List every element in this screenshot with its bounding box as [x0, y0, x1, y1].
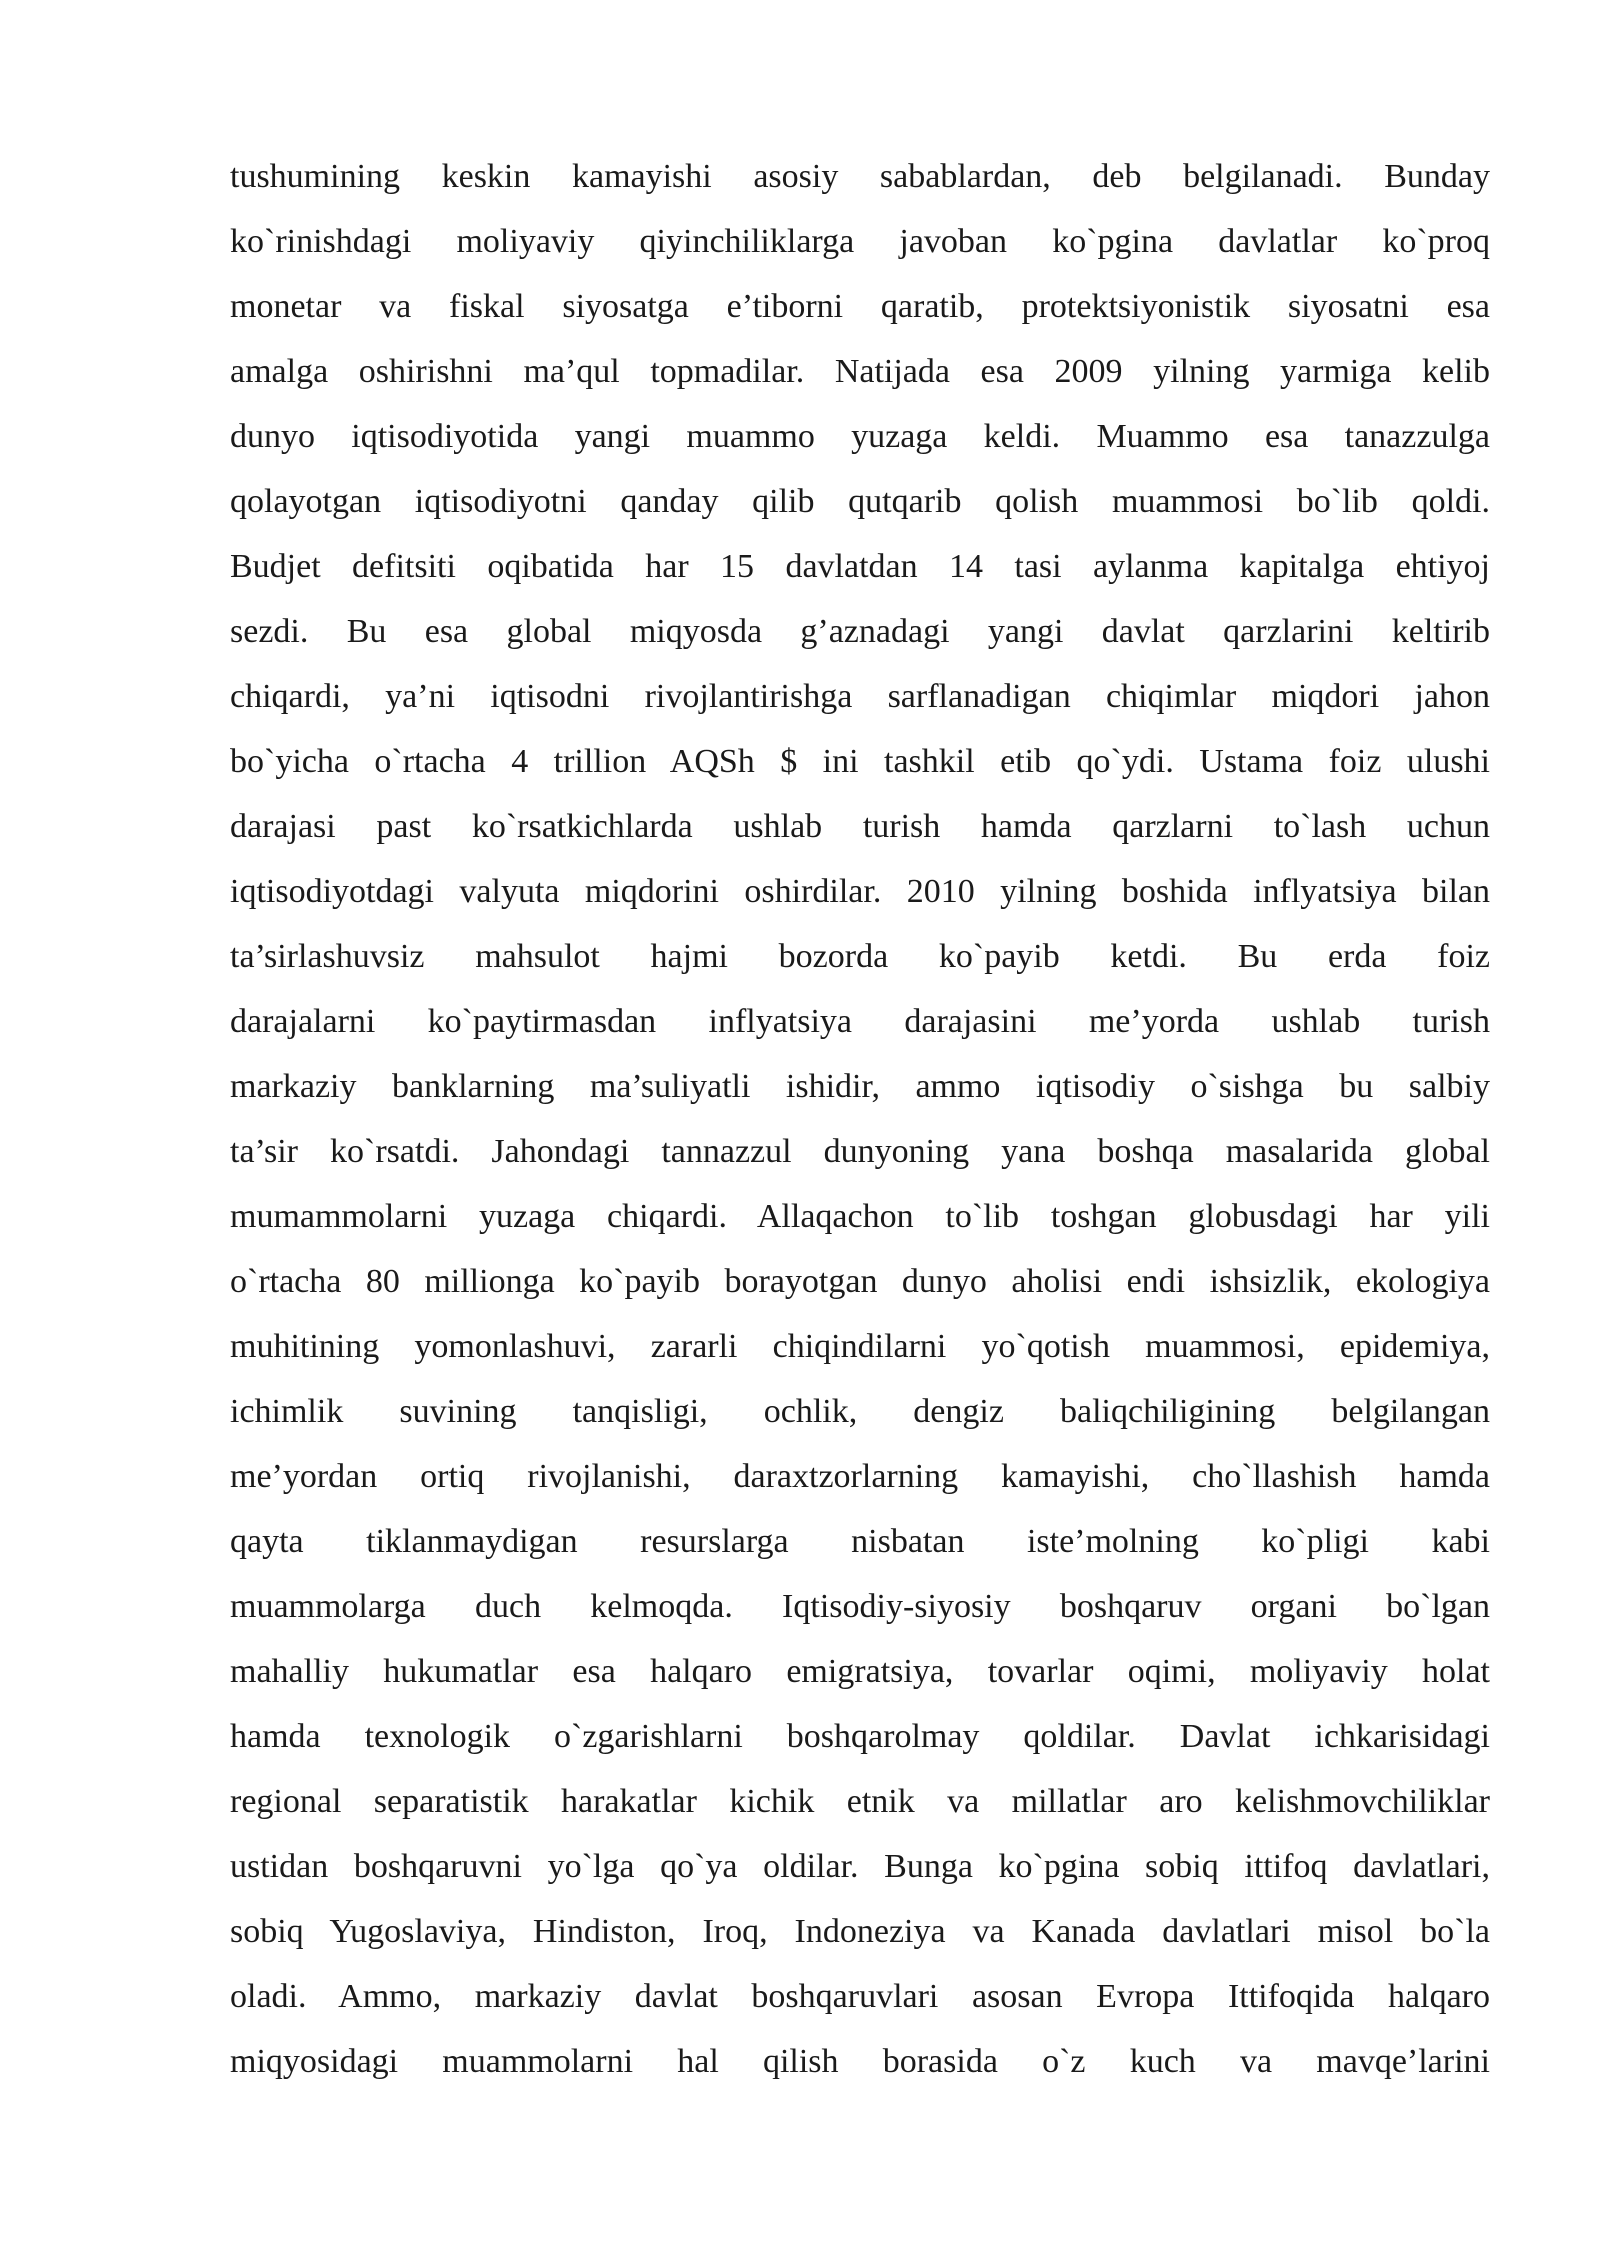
text-line: sobiq Yugoslaviya, Hindiston, Iroq, Indoneziya va Kanada davlatlari misol bo`la	[230, 1913, 1490, 1950]
text-line: o`rtacha 80 millionga ko`payib borayotgan dunyo aholisi endi ishsizlik, ekologiya	[230, 1263, 1490, 1300]
text-line: ta’sirlashuvsiz mahsulot hajmi bozorda ko`payib ketdi. Bu erda foiz	[230, 938, 1490, 975]
text-line: oladi. Ammo, markaziy davlat boshqaruvlari asosan Evropa Ittifoqida halqaro	[230, 1978, 1490, 2015]
text-line: amalga oshirishni ma’qul topmadilar. Natijada esa 2009 yilning yarmiga kelib	[230, 353, 1490, 390]
text-line: miqyosidagi muammolarni hal qilish borasida o`z kuch va mavqe’larini	[230, 2043, 1490, 2080]
text-line: qolayotgan iqtisodiyotni qanday qilib qutqarib qolish muammosi bo`lib qoldi.	[230, 483, 1490, 520]
text-line: chiqardi, ya’ni iqtisodni rivojlantirishga sarflanadigan chiqimlar miqdori jahon	[230, 678, 1490, 715]
text-line: Budjet defitsiti oqibatida har 15 davlatdan 14 tasi aylanma kapitalga ehtiyoj	[230, 548, 1490, 585]
text-line: ustidan boshqaruvni yo`lga qo`ya oldilar. Bunga ko`pgina sobiq ittifoq davlatlari,	[230, 1848, 1490, 1885]
text-line: me’yordan ortiq rivojlanishi, daraxtzorlarning kamayishi, cho`llashish hamda	[230, 1458, 1490, 1495]
text-line: tushumining keskin kamayishi asosiy sabablardan, deb belgilanadi. Bunday	[230, 158, 1490, 195]
text-line: regional separatistik harakatlar kichik etnik va millatlar aro kelishmovchiliklar	[230, 1783, 1490, 1820]
text-line: hamda texnologik o`zgarishlarni boshqarolmay qoldilar. Davlat ichkarisidagi	[230, 1718, 1490, 1755]
text-line: muammolarga duch kelmoqda. Iqtisodiy-siyosiy boshqaruv organi bo`lgan	[230, 1588, 1490, 1625]
text-line: sezdi. Bu esa global miqyosda g’aznadagi yangi davlat qarzlarini keltirib	[230, 613, 1490, 650]
text-line: muhitining yomonlashuvi, zararli chiqindilarni yo`qotish muammosi, epidemiya,	[230, 1328, 1490, 1365]
text-line: ichimlik suvining tanqisligi, ochlik, dengiz baliqchiligining belgilangan	[230, 1393, 1490, 1430]
text-line: darajasi past ko`rsatkichlarda ushlab turish hamda qarzlarni to`lash uchun	[230, 808, 1490, 845]
text-line: qayta tiklanmaydigan resurslarga nisbatan iste’molning ko`pligi kabi	[230, 1523, 1490, 1560]
text-line: iqtisodiyotdagi valyuta miqdorini oshirdilar. 2010 yilning boshida inflyatsiya bilan	[230, 873, 1490, 910]
text-line: mahalliy hukumatlar esa halqaro emigratsiya, tovarlar oqimi, moliyaviy holat	[230, 1653, 1490, 1690]
text-line: markaziy banklarning ma’suliyatli ishidir, ammo iqtisodiy o`sishga bu salbiy	[230, 1068, 1490, 1105]
text-line: ta’sir ko`rsatdi. Jahondagi tannazzul dunyoning yana boshqa masalarida global	[230, 1133, 1490, 1170]
text-line: bo`yicha o`rtacha 4 trillion AQSh $ ini tashkil etib qo`ydi. Ustama foiz ulushi	[230, 743, 1490, 780]
text-line: mumammolarni yuzaga chiqardi. Allaqachon to`lib toshgan globusdagi har yili	[230, 1198, 1490, 1235]
text-line: monetar va fiskal siyosatga e’tiborni qaratib, protektsiyonistik siyosatni esa	[230, 288, 1490, 325]
text-line: dunyo iqtisodiyotida yangi muammo yuzaga keldi. Muammo esa tanazzulga	[230, 418, 1490, 455]
text-line: darajalarni ko`paytirmasdan inflyatsiya darajasini me’yorda ushlab turish	[230, 1003, 1490, 1040]
body-text	[230, 150, 1490, 2100]
text-line: ko`rinishdagi moliyaviy qiyinchiliklarga javoban ko`pgina davlatlar ko`proq	[230, 223, 1490, 260]
